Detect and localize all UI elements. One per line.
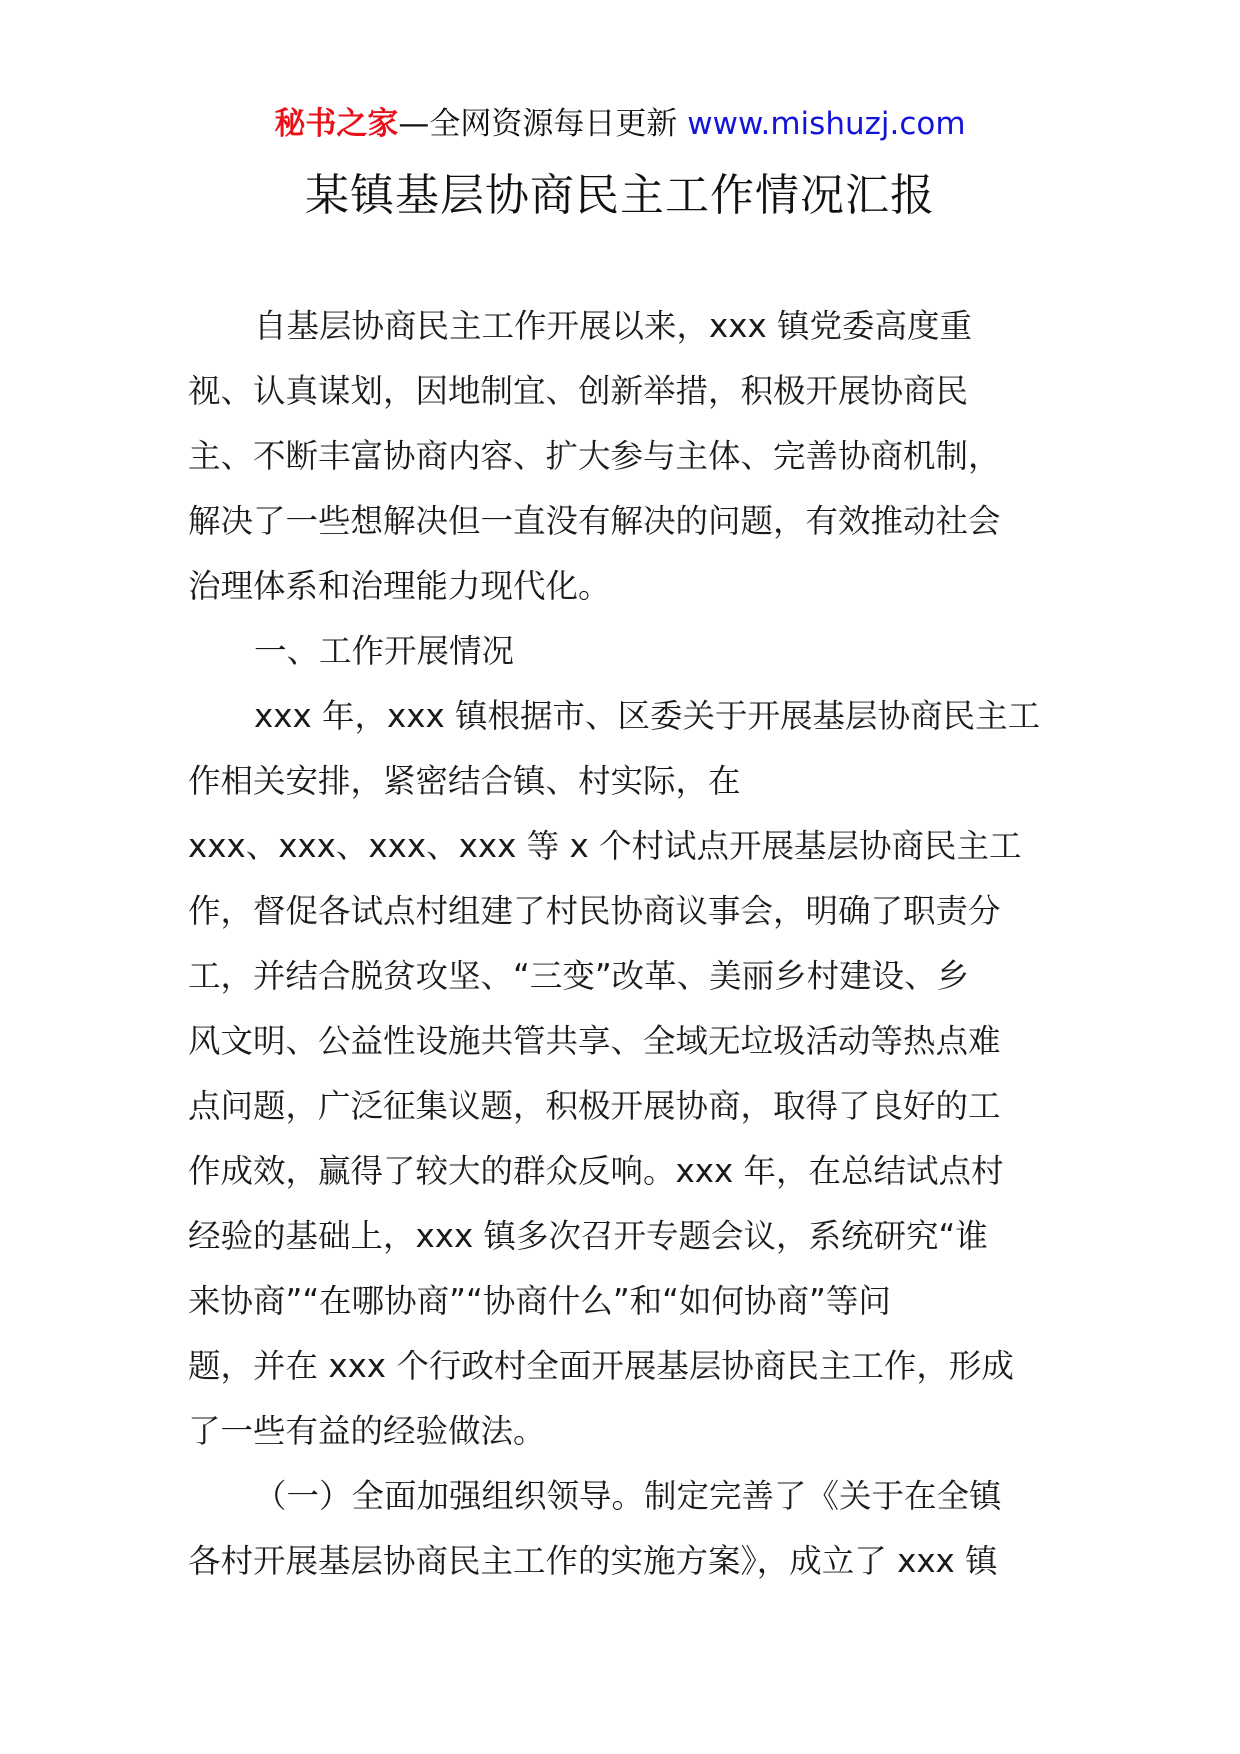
- text-line: 作相关安排，紧密结合镇、村实际，在: [188, 762, 741, 800]
- site-brand: 秘书之家: [274, 106, 399, 142]
- text-line: 解决了一些想解决但一直没有解决的问题，有效推动社会: [188, 502, 1001, 540]
- text-line: 视、认真谋划，因地制宜、创新举措，积极开展协商民: [188, 372, 969, 410]
- text-line: 自基层协商民主工作开展以来，xxx 镇党委高度重: [254, 307, 973, 345]
- site-banner: [0, 104, 1240, 144]
- site-url-link[interactable]: www.mishuzj.com: [687, 106, 966, 142]
- document-body: [188, 294, 1068, 1594]
- text-line: 来协商”“在哪协商”“协商什么”和“如何协商”等问: [188, 1282, 891, 1320]
- text-line: 作，督促各试点村组建了村民协商议事会，明确了职责分: [188, 892, 1001, 930]
- text-line: 了一些有益的经验做法。: [188, 1412, 546, 1450]
- text-line: 治理体系和治理能力现代化。: [188, 567, 611, 605]
- text-line: 主、不断丰富协商内容、扩大参与主体、完善协商机制，: [188, 437, 1001, 475]
- text-line: 风文明、公益性设施共管共享、全域无垃圾活动等热点难: [188, 1022, 1001, 1060]
- text-line: 工，并结合脱贫攻坚、“三变”改革、美丽乡村建设、乡: [188, 957, 970, 995]
- text-line: 作成效，赢得了较大的群众反响。xxx 年，在总结试点村: [188, 1152, 1004, 1190]
- text-line: xxx、xxx、xxx、xxx 等 x 个村试点开展基层协商民主工: [188, 827, 1022, 865]
- text-line: （一）全面加强组织领导。制定完善了《关于在全镇: [254, 1477, 1002, 1515]
- text-line: 经验的基础上，xxx 镇多次召开专题会议，系统研究“谁: [188, 1217, 988, 1255]
- site-slogan: —全网资源每日更新: [398, 106, 688, 142]
- text-line: 题，并在 xxx 个行政村全面开展基层协商民主工作，形成: [188, 1347, 1014, 1385]
- text-line: 一、工作开展情况: [254, 632, 515, 670]
- text-line: 各村开展基层协商民主工作的实施方案》，成立了 xxx 镇: [188, 1542, 998, 1580]
- text-line: xxx 年，xxx 镇根据市、区委关于开展基层协商民主工: [254, 697, 1041, 735]
- document-title: 某镇基层协商民主工作情况汇报: [305, 170, 935, 221]
- text-line: 点问题，广泛征集议题，积极开展协商，取得了良好的工: [188, 1087, 1001, 1125]
